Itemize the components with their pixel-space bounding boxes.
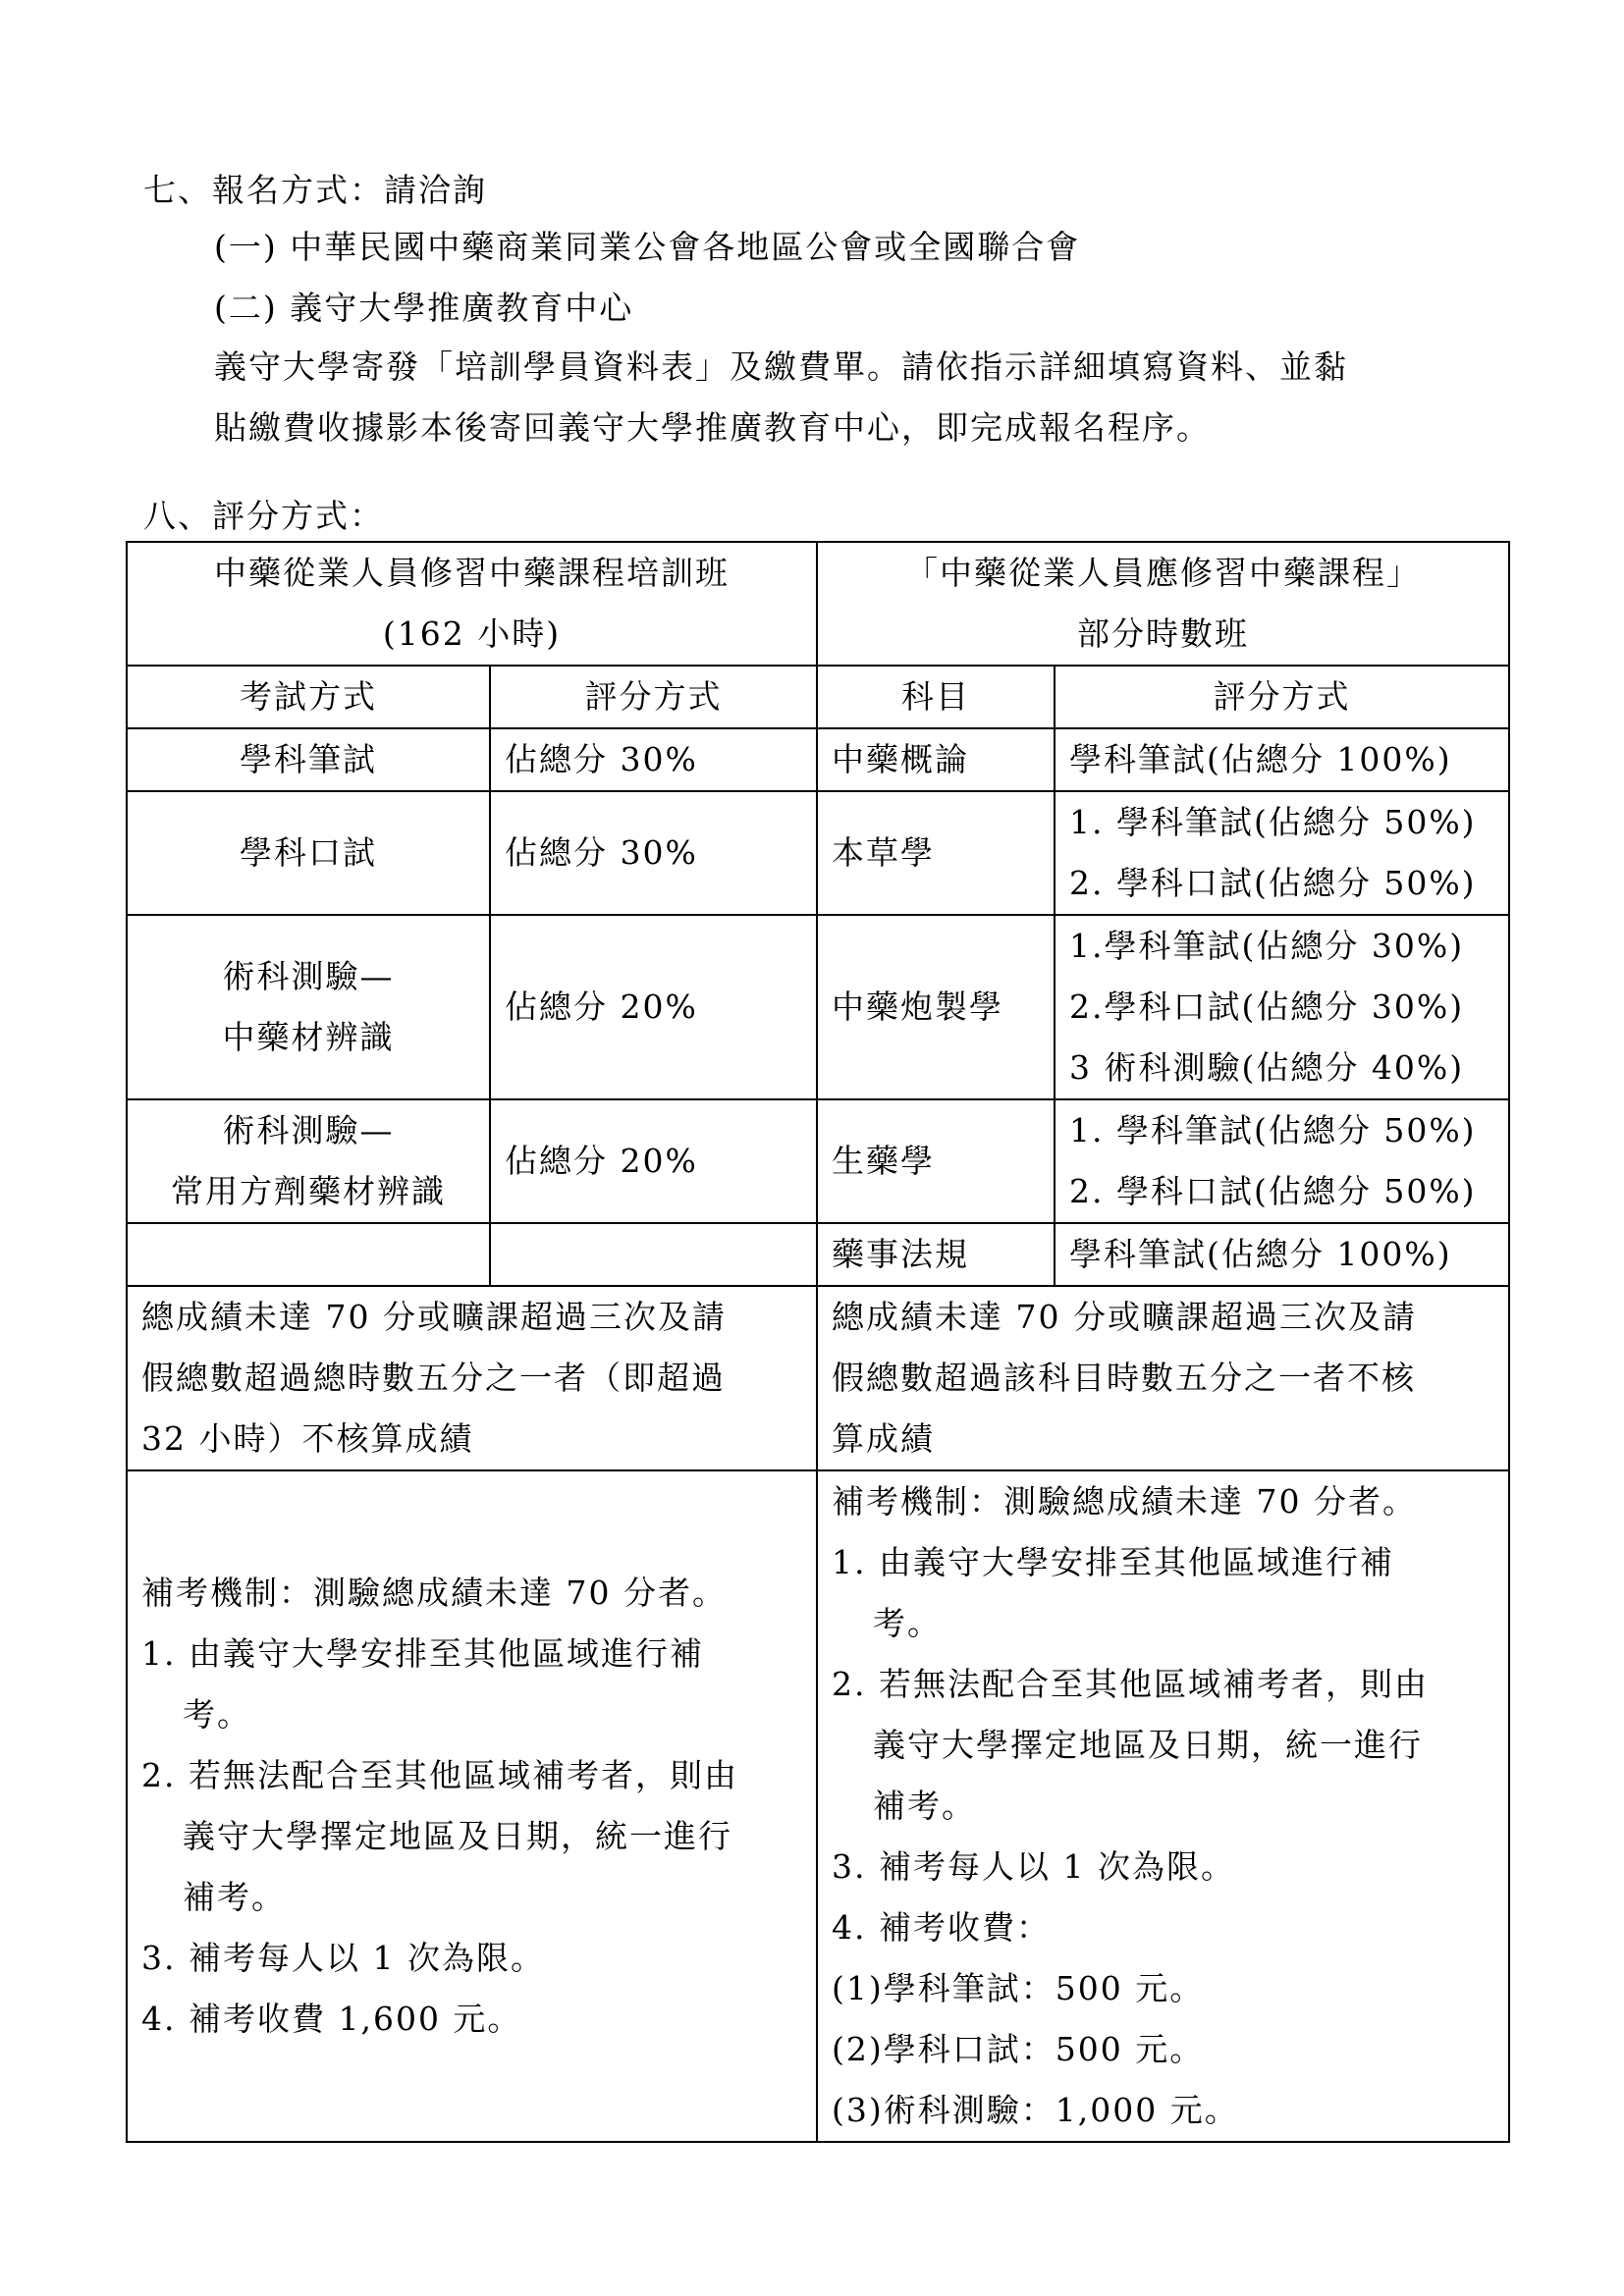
exam-method-cell <box>127 1099 490 1223</box>
makeup-title: 補考機制：測驗總成績未達 70 分者。 <box>832 1482 1417 1521</box>
exam-method-line: 術科測驗— <box>222 957 395 995</box>
makeup-fee-oral: (2)學科口試：500 元。 <box>832 2030 1205 2068</box>
scoring-line: 2.學科口試(佔總分 30%) <box>1069 988 1465 1026</box>
makeup-item-1-cont: 考。 <box>183 1695 251 1734</box>
makeup-item-1-cont: 考。 <box>873 1604 942 1642</box>
fail-criteria-line: 假總數超過該科目時數五分之一者不核 <box>832 1359 1416 1397</box>
fail-criteria-line: 總成績未達 70 分或曠課超過三次及請 <box>141 1298 727 1336</box>
makeup-item-2-cont: 補考。 <box>873 1787 976 1825</box>
makeup-exam-right <box>817 1470 1509 2142</box>
subject-cell: 本草學 <box>817 791 1055 915</box>
section-7-description-line-1: 義守大學寄發「培訓學員資料表」及繳費單。請依指示詳細填寫資料、並黏 <box>214 347 1348 386</box>
exam-method-cell <box>127 1223 490 1286</box>
weight-cell <box>490 1223 817 1286</box>
right-program-header <box>817 542 1509 666</box>
scoring-line: 2. 學科口試(佔總分 50%) <box>1069 864 1477 902</box>
makeup-item-1: 1. 由義守大學安排至其他區域進行補 <box>141 1634 704 1673</box>
makeup-item-2: 2. 若無法配合至其他區域補考者，則由 <box>832 1665 1429 1703</box>
grading-table <box>126 541 1510 2143</box>
weight-cell: 佔總分 30% <box>490 728 817 791</box>
subject-cell: 中藥概論 <box>817 728 1055 791</box>
table-row <box>127 728 1509 791</box>
subject-cell: 中藥炮製學 <box>817 915 1055 1099</box>
makeup-fee-written: (1)學科筆試：500 元。 <box>832 1969 1205 2007</box>
section-7-title: 七、報名方式：請洽詢 <box>143 171 487 209</box>
section-7-item-1: (一) 中華民國中藥商業同業公會各地區公會或全國聯合會 <box>214 228 1081 266</box>
scoring-line: 1. 學科筆試(佔總分 50%) <box>1069 1111 1477 1149</box>
makeup-item-2: 2. 若無法配合至其他區域補考者，則由 <box>141 1756 738 1794</box>
scoring-line: 3 術科測驗(佔總分 40%) <box>1069 1048 1465 1087</box>
right-program-name: 「中藥從業人員應修習中藥課程」 <box>905 554 1421 592</box>
left-program-header <box>127 542 817 666</box>
makeup-fee-practical: (3)術科測驗：1,000 元。 <box>832 2091 1239 2129</box>
right-program-subtitle: 部分時數班 <box>1077 614 1249 653</box>
scoring-cell <box>1055 915 1509 1099</box>
fail-criteria-right <box>817 1286 1509 1470</box>
makeup-title: 補考機制：測驗總成績未達 70 分者。 <box>141 1574 727 1612</box>
exam-method-line: 常用方劑藥材辨識 <box>171 1172 446 1210</box>
column-header-exam-method: 考試方式 <box>127 666 490 728</box>
column-header-score-method-left: 評分方式 <box>490 666 817 728</box>
fail-criteria-left <box>127 1286 817 1470</box>
exam-method-cell: 學科口試 <box>127 791 490 915</box>
makeup-item-3: 3. 補考每人以 1 次為限。 <box>832 1847 1235 1886</box>
exam-method-line: 中藥材辨識 <box>222 1018 395 1056</box>
scoring-line: 1.學科筆試(佔總分 30%) <box>1069 927 1465 965</box>
makeup-item-2-cont: 義守大學擇定地區及日期，統一進行 <box>183 1817 732 1855</box>
makeup-item-2-cont: 補考。 <box>183 1878 286 1916</box>
subject-cell: 藥事法規 <box>817 1223 1055 1286</box>
makeup-exam-left <box>127 1470 817 2142</box>
section-7-description-line-2: 貼繳費收據影本後寄回義守大學推廣教育中心，即完成報名程序。 <box>214 408 1211 447</box>
left-program-hours: (162 小時) <box>382 614 562 653</box>
makeup-item-4: 4. 補考收費 1,600 元。 <box>141 2000 522 2038</box>
weight-cell: 佔總分 20% <box>490 915 817 1099</box>
makeup-item-2-cont: 義守大學擇定地區及日期，統一進行 <box>873 1726 1423 1764</box>
table-row <box>127 915 1509 1099</box>
subject-cell: 生藥學 <box>817 1099 1055 1223</box>
weight-cell: 佔總分 20% <box>490 1099 817 1223</box>
table-row <box>127 791 1509 915</box>
table-row <box>127 1223 1509 1286</box>
fail-criteria-line: 算成績 <box>832 1419 935 1458</box>
fail-criteria-line: 32 小時）不核算成績 <box>141 1419 474 1458</box>
weight-cell: 佔總分 30% <box>490 791 817 915</box>
makeup-item-3: 3. 補考每人以 1 次為限。 <box>141 1939 545 1977</box>
makeup-item-4: 4. 補考收費： <box>832 1908 1051 1947</box>
exam-method-line: 術科測驗— <box>222 1111 395 1149</box>
scoring-cell: 學科筆試(佔總分 100%) <box>1055 1223 1509 1286</box>
column-header-subject: 科目 <box>817 666 1055 728</box>
left-program-name: 中藥從業人員修習中藥課程培訓班 <box>214 554 730 592</box>
table-row <box>127 1099 1509 1223</box>
scoring-line: 2. 學科口試(佔總分 50%) <box>1069 1172 1477 1210</box>
section-7-item-2: (二) 義守大學推廣教育中心 <box>214 289 634 327</box>
exam-method-cell <box>127 915 490 1099</box>
fail-criteria-line: 總成績未達 70 分或曠課超過三次及請 <box>832 1298 1417 1336</box>
section-8-title: 八、評分方式： <box>143 497 384 535</box>
makeup-item-1: 1. 由義守大學安排至其他區域進行補 <box>832 1543 1394 1581</box>
scoring-cell: 學科筆試(佔總分 100%) <box>1055 728 1509 791</box>
scoring-line: 1. 學科筆試(佔總分 50%) <box>1069 803 1477 841</box>
column-header-score-method-right: 評分方式 <box>1055 666 1509 728</box>
fail-criteria-line: 假總數超過總時數五分之一者（即超過 <box>141 1359 726 1397</box>
exam-method-cell: 學科筆試 <box>127 728 490 791</box>
scoring-cell <box>1055 1099 1509 1223</box>
scoring-cell <box>1055 791 1509 915</box>
